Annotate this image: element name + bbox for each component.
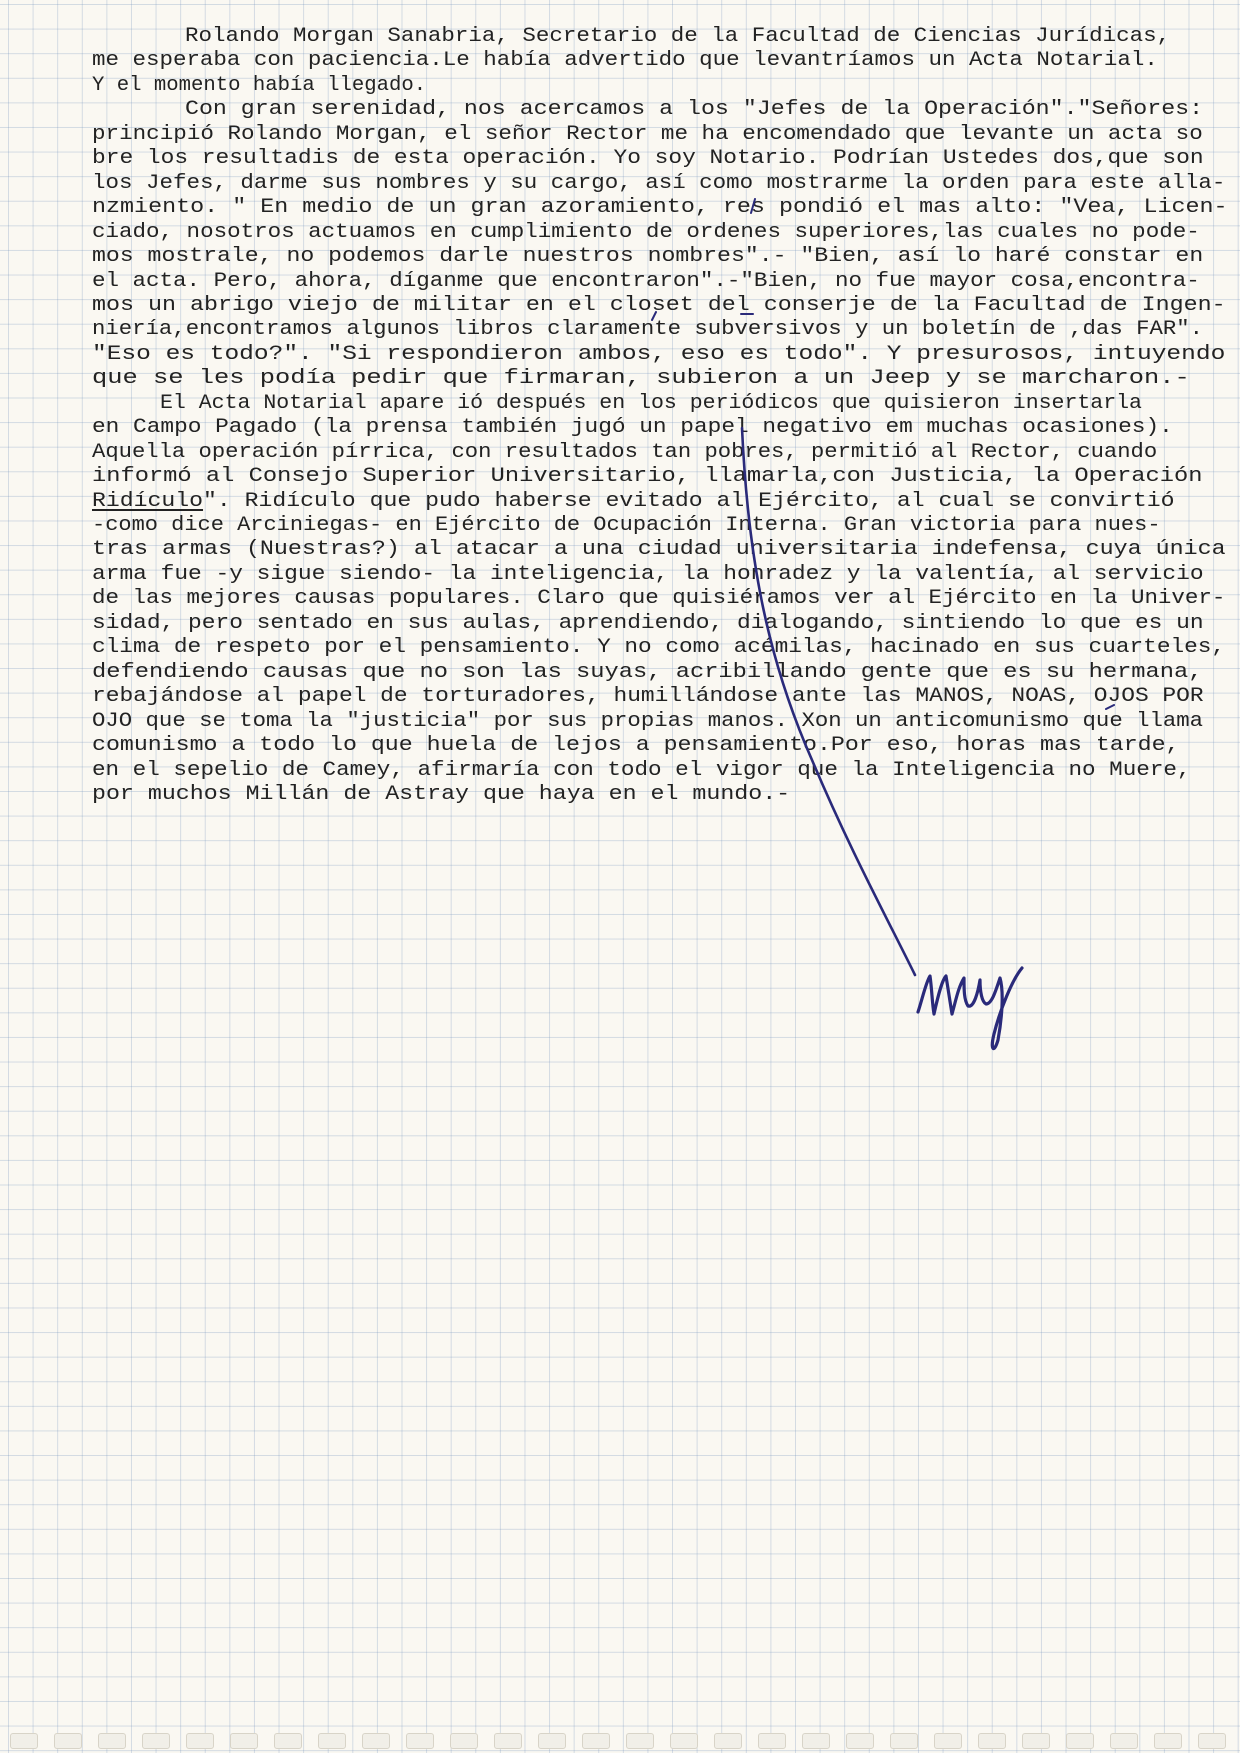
perforation-hole [318, 1733, 346, 1749]
perforated-edge [0, 1719, 1240, 1753]
text-line: en el sepelio de Camey, afirmaría con todo el vigor que la Inteligencia no Muere, [92, 758, 1191, 782]
underlined-word: Ridículo [92, 489, 204, 513]
text-line: clima de respeto por el pensamiento. Y no como acémilas, hacinado en sus cuarteles, [92, 636, 1226, 660]
perforation-hole [538, 1733, 566, 1749]
text-line: principió Rolando Morgan, el señor Rector me ha encomendado que levante un acta so [92, 122, 1203, 146]
perforation-hole [54, 1733, 82, 1749]
text-line: Y el momento había llegado. [92, 73, 427, 97]
perforation-hole [1198, 1733, 1226, 1749]
text-line: Ridículo". Ridículo que pudo haberse evitado al Ejército, al cual se convirtió [92, 489, 1175, 513]
perforation-hole [274, 1733, 302, 1749]
text-line: -como dice Arciniegas- en Ejército de Ocupación Interna. Gran victoria para nues- [92, 514, 1161, 537]
perforation-hole [582, 1733, 610, 1749]
perforation-hole [670, 1733, 698, 1749]
perforation-hole [1154, 1733, 1182, 1749]
text-line: mos mostrale, no podemos darle nuestros nombres".- "Bien, así lo haré constar en [92, 245, 1204, 269]
perforation-hole [98, 1733, 126, 1749]
text-line: defendiendo causas que no son las suyas, acribillando gente que es su hermana, [92, 660, 1203, 684]
perforation-hole [758, 1733, 786, 1749]
text-line: "Eso es todo?". "Si respondieron ambos, eso es todo". Y presurosos, intuyendo [92, 342, 1226, 366]
perforation-hole [362, 1733, 390, 1749]
text-line: rebajándose al papel de torturadores, humillándose ante las MANOS, NOAS, OJOS POR [92, 685, 1204, 709]
perforation-hole [626, 1733, 654, 1749]
perforation-hole [494, 1733, 522, 1749]
perforation-hole [978, 1733, 1006, 1749]
text-line: tras armas (Nuestras?) al atacar a una ciudad universitaria indefensa, cuya única [92, 538, 1226, 562]
perforation-hole [802, 1733, 830, 1749]
perforation-hole [186, 1733, 214, 1749]
text-line: de las mejores causas populares. Claro que quisiéramos ver al Ejército en la Univer- [92, 587, 1226, 611]
text-line: por muchos Millán de Astray que haya en el mundo.- [92, 782, 791, 806]
text-line: comunismo a todo lo que huela de lejos a pensamiento.Por eso, horas mas tarde, [92, 734, 1180, 758]
text-line: el acta. Pero, ahora, díganme que encontraron".-"Bien, no fue mayor cosa,encontra- [92, 269, 1200, 293]
text-line: sidad, pero sentado en sus aulas, aprendiendo, dialogando, sintiendo lo que es un [92, 611, 1204, 635]
perforation-hole [1110, 1733, 1138, 1749]
text-line: OJO que se toma la "justicia" por sus propias manos. Xon un anticomunismo que llama [92, 709, 1204, 733]
text-line: Con gran serenidad, nos acercamos a los "Jefes de la Operación"."Señores: [185, 98, 1204, 122]
perforation-hole [1022, 1733, 1050, 1749]
text-line: ciado, nosotros actuamos en cumplimiento de ordenes superiores,las cuales no pode- [92, 220, 1200, 244]
text-line: Aquella operación pírrica, con resultados tan pobres, permitió al Rector, cuando [92, 440, 1158, 464]
perforation-hole [230, 1733, 258, 1749]
text-line: me esperaba con paciencia.Le había advertido que levantríamos un Acta Notarial. [92, 49, 1158, 73]
text-line: Rolando Morgan Sanabria, Secretario de la Facultad de Ciencias Jurídicas, [185, 25, 1171, 48]
perforation-hole [142, 1733, 170, 1749]
perforation-hole [406, 1733, 434, 1749]
text-line: mos un abrigo viejo de militar en el closet del conserje de la Facultad de Ingen- [92, 293, 1226, 317]
text-line: arma fue -y sigue siendo- la inteligencia, la honradez y la valentía, al servicio [92, 562, 1204, 586]
perforation-hole [714, 1733, 742, 1749]
perforation-hole [934, 1733, 962, 1749]
text-line: que se les podía pedir que firmaran, subieron a un Jeep y se marcharon.- [92, 367, 1190, 391]
perforation-hole [450, 1733, 478, 1749]
text-line: informó al Consejo Superior Universitario, llamarla,con Justicia, la Operación [92, 465, 1203, 489]
text-line: bre los resultadis de esta operación. Yo soy Notario. Podrían Ustedes dos,que son [92, 147, 1204, 171]
text-line: en Campo Pagado (la prensa también jugó un papel negativo em muchas ocasiones). [92, 416, 1173, 440]
text-line: niería,encontramos algunos libros claramente subversivos y un boletín de ,das FAR". [92, 318, 1204, 342]
text-line: nzmiento. " En medio de un gran azoramiento, res pondió el mas alto: "Vea, Licen- [92, 196, 1228, 220]
text-line: los Jefes, darme sus nombres y su cargo, así como mostrarme la orden para este alla- [92, 171, 1226, 195]
perforation-hole [1066, 1733, 1094, 1749]
handwritten-signature [918, 968, 1022, 1049]
text-line: El Acta Notarial apare ió después en los periódicos que quisieron insertarla [160, 391, 1142, 415]
perforation-hole [10, 1733, 38, 1749]
perforation-hole [890, 1733, 918, 1749]
perforation-hole [846, 1733, 874, 1749]
